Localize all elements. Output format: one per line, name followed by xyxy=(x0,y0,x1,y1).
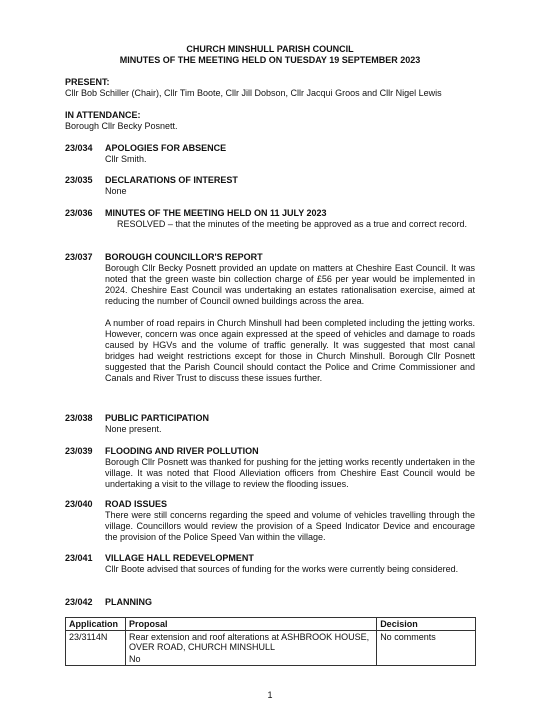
item-body: There were still concerns regarding the speed and volume of vehicles travelling through the village. Councillors would review the provision of a Speed Indicator Device and encourage the provision of the Police Speed Van within the village. xyxy=(105,510,475,542)
item-number: 23/034 xyxy=(65,143,93,153)
item-heading: PUBLIC PARTICIPATION xyxy=(105,413,209,423)
item-heading: FLOODING AND RIVER POLLUTION xyxy=(105,446,259,456)
attendance-label: IN ATTENDANCE: xyxy=(65,110,141,120)
meeting-title: MINUTES OF THE MEETING HELD ON TUESDAY 19 SEPTEMBER 2023 xyxy=(119,55,421,65)
item-heading: APOLOGIES FOR ABSENCE xyxy=(105,143,227,153)
table-header-row xyxy=(66,618,476,631)
table-row xyxy=(66,653,476,666)
application-cell xyxy=(66,653,126,666)
item-number: 23/040 xyxy=(65,499,93,509)
present-label: PRESENT: xyxy=(65,77,110,87)
table-row xyxy=(66,631,476,654)
item-body: Borough Cllr Becky Posnett provided an update on matters at Cheshire East Council. It was noted that the green waste bin collection charge of £56 per year would be implemented in 2024. Cheshire East Council was undertaking an estates rationalisation exercise, aimed at reducing the number of Council owned buildings across the area. xyxy=(105,263,475,306)
attendance-text: Borough Cllr Becky Posnett. xyxy=(65,121,178,131)
item-body: Borough Cllr Posnett was thanked for pushing for the jetting works recently undertaken in the village. It was noted that Flood Alleviation officers from Cheshire East Council would be undertaking a visit to the village to review the flooding issues. xyxy=(105,457,475,489)
item-body: RESOLVED – that the minutes of the meeting be approved as a true and correct record. xyxy=(117,219,468,229)
item-heading: DECLARATIONS OF INTEREST xyxy=(105,175,238,185)
item-heading: MINUTES OF THE MEETING HELD ON 11 JULY 2023 xyxy=(105,208,327,218)
item-body: None present. xyxy=(105,424,162,434)
item-number: 23/042 xyxy=(65,597,93,607)
item-body: None xyxy=(105,186,127,196)
item-number: 23/035 xyxy=(65,175,93,185)
item-body: Cllr Smith. xyxy=(105,154,147,164)
planning-table xyxy=(65,617,476,666)
item-body-continued: A number of road repairs in Church Minshull had been completed including the jetting works. However, concern was once again expressed at the speed of vehicles and damage to roads caused by HGVs and the volume of traffic generally. It was suggested that most canal bridges had weight restrictions except for those in Church Minshull. Borough Cllr Posnett suggested that the Parish Council should contact the Police and Crime Commissioner and Canals and River Trust to discuss these issues further. xyxy=(105,318,475,383)
application-cell: 23/3114N xyxy=(66,631,126,654)
page-number: 1 xyxy=(267,690,273,700)
item-number: 23/041 xyxy=(65,553,93,563)
item-heading: ROAD ISSUES xyxy=(105,499,168,509)
council-title: CHURCH MINSHULL PARISH COUNCIL xyxy=(186,44,354,54)
proposal-cell: No xyxy=(125,653,376,666)
item-body: Cllr Boote advised that sources of funding for the works were currently being considered. xyxy=(105,564,459,574)
item-heading: PLANNING xyxy=(105,597,152,607)
item-heading: VILLAGE HALL REDEVELOPMENT xyxy=(105,553,254,563)
column-header: Application xyxy=(66,618,126,631)
item-number: 23/036 xyxy=(65,208,93,218)
item-number: 23/038 xyxy=(65,413,93,423)
item-number: 23/037 xyxy=(65,252,93,262)
column-header: Decision xyxy=(377,618,476,631)
decision-cell xyxy=(377,653,476,666)
item-heading: BOROUGH COUNCILLOR'S REPORT xyxy=(105,252,263,262)
present-text: Cllr Bob Schiller (Chair), Cllr Tim Boote, Cllr Jill Dobson, Cllr Jacqui Groos and Cllr Nigel Lewis xyxy=(65,88,442,98)
item-number: 23/039 xyxy=(65,446,93,456)
decision-cell: No comments xyxy=(377,631,476,654)
proposal-cell: Rear extension and roof alterations at ASHBROOK HOUSE, OVER ROAD, CHURCH MINSHULL xyxy=(125,631,376,654)
column-header: Proposal xyxy=(125,618,376,631)
